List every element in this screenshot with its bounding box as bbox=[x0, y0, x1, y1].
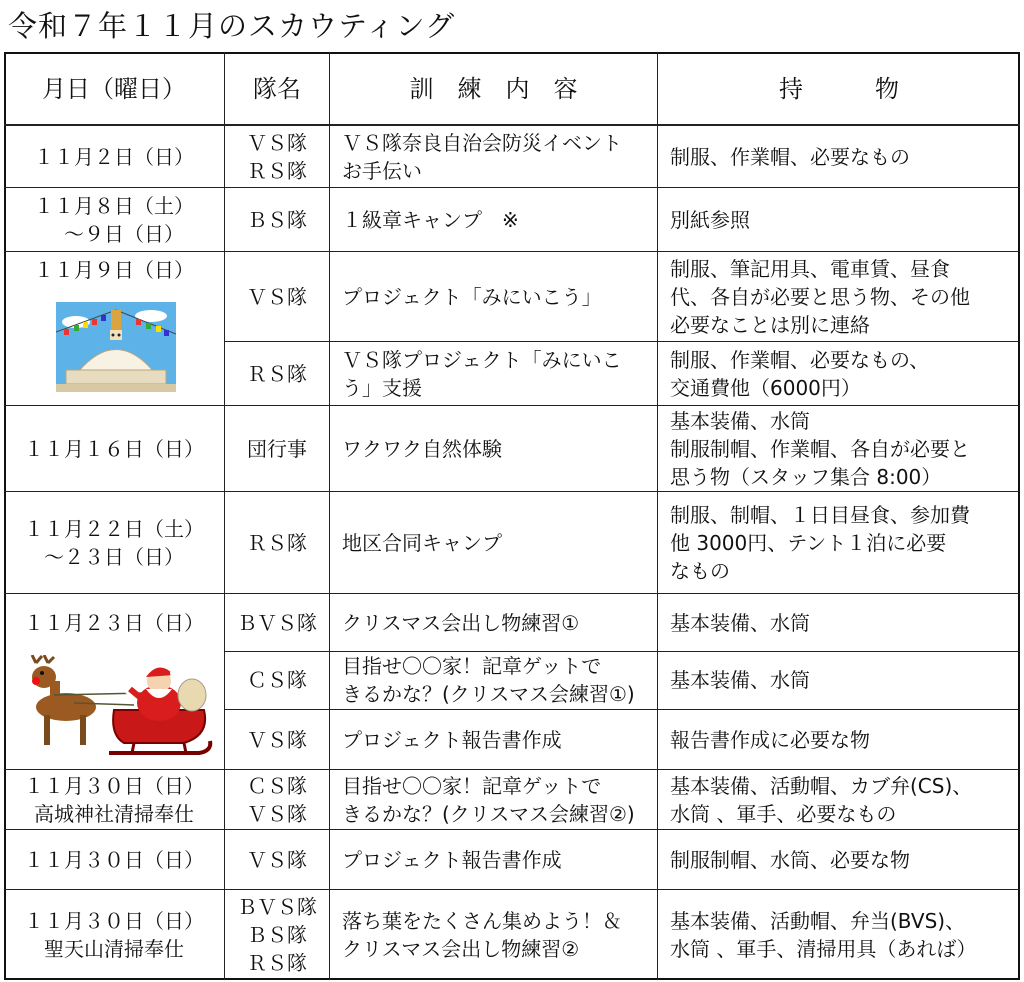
row-date: １１月８日（土） ～９日（日） bbox=[34, 194, 194, 246]
row-training: ＶＳ隊プロジェクト「みにいこ う」支援 bbox=[342, 347, 622, 400]
row-items: 制服制帽、水筒、必要な物 bbox=[670, 848, 910, 872]
row-date: １１月３０日（日） 高城神社清掃奉仕 bbox=[24, 774, 204, 826]
row-items: 制服、筆記用具、電車賃、昼食 代、各自が必要と思う物、その他 必要なことは別に連絡 bbox=[670, 256, 970, 337]
row-training: 目指せ〇〇家！記章ゲットで きるかな？(クリスマス会練習②) bbox=[342, 774, 635, 826]
row-date: １１月３０日（日） 聖天山清掃奉仕 bbox=[24, 909, 204, 961]
row-date: １１月２２日（土） ～２３日（日） bbox=[24, 517, 204, 569]
row-training: プロジェクト「みにいこう」 bbox=[342, 284, 602, 309]
row-unit: ＲＳ隊 bbox=[247, 361, 307, 386]
row-unit: ＣＳ隊 bbox=[247, 668, 307, 692]
row-training: ＶＳ隊奈良自治会防災イベント お手伝い bbox=[342, 131, 622, 183]
row-training: 目指せ〇〇家！記章ゲットで きるかな？(クリスマス会練習①) bbox=[342, 654, 635, 706]
row-items: 基本装備、水筒 制服制帽、作業帽、各自が必要と 思う物（スタッフ集合 8:00） bbox=[670, 409, 970, 489]
header-training: 訓 練 内 容 bbox=[409, 75, 578, 103]
row-items: 別紙参照 bbox=[670, 208, 750, 232]
row-date: １１月２３日（日） bbox=[24, 611, 204, 635]
row-items: 基本装備、活動帽、カブ弁(CS)、 水筒 、軍手、必要なもの bbox=[670, 774, 973, 826]
row-training: ワクワク自然体験 bbox=[342, 437, 502, 461]
row-items: 制服、作業帽、必要なもの、 交通費他（6000円） bbox=[670, 347, 930, 400]
row-date: １１月２日（日） bbox=[34, 145, 194, 169]
row-training: プロジェクト報告書作成 bbox=[342, 727, 562, 752]
row-items: 報告書作成に必要な物 bbox=[670, 727, 870, 752]
header-unit: 隊名 bbox=[253, 75, 301, 103]
page-title: 令和７年１１月のスカウティング bbox=[8, 9, 456, 43]
row-unit: ＶＳ隊 bbox=[247, 284, 307, 309]
row-unit: ＣＳ隊 ＶＳ隊 bbox=[247, 774, 307, 826]
header-date: 月日（曜日） bbox=[42, 75, 186, 103]
row-training: 地区合同キャンプ bbox=[342, 531, 502, 555]
row-items: 基本装備、水筒 bbox=[670, 668, 810, 692]
row-training: クリスマス会出し物練習① bbox=[342, 610, 580, 635]
row-date: １１月３０日（日） bbox=[24, 848, 204, 872]
row-items: 基本装備、水筒 bbox=[670, 610, 810, 635]
header-items: 持 物 bbox=[779, 75, 899, 103]
row-unit: ＲＳ隊 bbox=[247, 531, 307, 555]
stupa-illustration bbox=[56, 302, 176, 392]
row-date: １１月９日（日） bbox=[34, 258, 194, 282]
row-unit: ＢＳ隊 bbox=[247, 208, 307, 232]
row-unit: 団行事 bbox=[247, 437, 307, 461]
santa-sleigh-illustration bbox=[14, 655, 214, 761]
row-unit: ＢＶＳ隊 bbox=[237, 610, 317, 635]
row-unit: ＶＳ隊 bbox=[247, 848, 307, 872]
row-date: １１月１６日（日） bbox=[24, 437, 204, 461]
row-items: 制服、制帽、１日目昼食、参加費 他 3000円、テント１泊に必要 なもの bbox=[670, 503, 970, 583]
row-items: 基本装備、活動帽、弁当(BVS)、 水筒 、軍手、清掃用具（あれば） bbox=[670, 909, 977, 961]
row-training: 落ち葉をたくさん集めよう！＆ クリスマス会出し物練習② bbox=[342, 909, 622, 961]
row-training: プロジェクト報告書作成 bbox=[342, 848, 562, 872]
row-items: 制服、作業帽、必要なもの bbox=[670, 145, 910, 169]
row-unit: ＢＶＳ隊 ＢＳ隊 ＲＳ隊 bbox=[237, 895, 317, 975]
row-unit: ＶＳ隊 ＲＳ隊 bbox=[247, 131, 307, 183]
row-unit: ＶＳ隊 bbox=[247, 727, 307, 752]
row-training: １級章キャンプ ※ bbox=[342, 208, 519, 232]
